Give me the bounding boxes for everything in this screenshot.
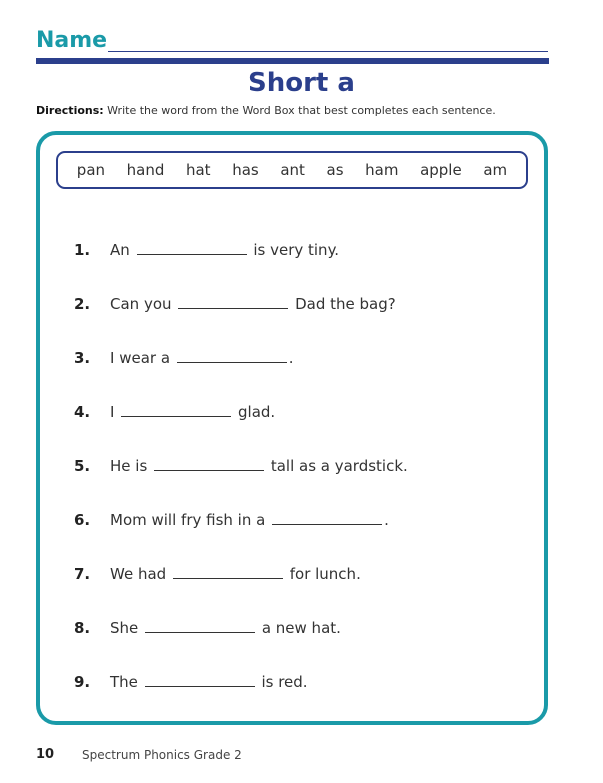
sentence-before: Mom will fry fish in a [110, 511, 266, 529]
sentence-after: a new hat. [261, 619, 341, 637]
sentence-before: Can you [110, 295, 172, 313]
sentence-item-2 [74, 295, 396, 313]
sentence-before: The [110, 673, 138, 691]
sentence-after: is red. [261, 673, 308, 691]
sentence-before: She [110, 619, 139, 637]
sentence-after: tall as a yardstick. [270, 457, 408, 475]
word-box-item: apple [420, 161, 462, 179]
word-box-item: am [483, 161, 508, 179]
sentence-before: He is [110, 457, 148, 475]
answer-blank[interactable] [145, 619, 255, 633]
item-number: 4. [74, 403, 91, 421]
answer-blank[interactable] [121, 403, 231, 417]
sentence-after: . [288, 349, 294, 367]
sentence-after: . [384, 511, 389, 529]
directions [36, 104, 496, 117]
sentence-item-6 [74, 511, 389, 529]
sentence-after: is very tiny. [253, 241, 340, 259]
page-title: Short a [248, 68, 355, 98]
word-box-item: as [326, 161, 344, 179]
answer-blank[interactable] [145, 673, 255, 687]
sentence-before: I wear a [110, 349, 171, 367]
item-number: 8. [74, 619, 91, 637]
page-number: 10 [36, 747, 55, 762]
sentence-item-5 [74, 457, 408, 475]
book-title: Spectrum Phonics Grade 2 [82, 748, 242, 762]
item-number: 6. [74, 511, 91, 529]
sentence-item-3 [74, 349, 294, 367]
sentence-after: Dad the bag? [295, 295, 396, 313]
answer-blank[interactable] [272, 511, 382, 525]
directions-label: Directions: [36, 104, 104, 117]
item-number: 1. [74, 241, 91, 259]
word-box-item: hand [126, 161, 165, 179]
sentence-item-1 [74, 241, 339, 259]
word-box-item: pan [76, 161, 106, 179]
sentence-after: for lunch. [289, 565, 361, 583]
header-rule [36, 58, 549, 64]
name-line[interactable] [108, 51, 548, 52]
sentence-before: I [110, 403, 115, 421]
answer-blank[interactable] [177, 349, 287, 363]
name-label: Name [36, 28, 108, 53]
word-box-item: ham [365, 161, 399, 179]
item-number: 2. [74, 295, 91, 313]
sentence-item-8 [74, 619, 341, 637]
item-number: 9. [74, 673, 91, 691]
word-box-item: hat [185, 161, 211, 179]
word-box [56, 151, 528, 189]
answer-blank[interactable] [137, 241, 247, 255]
answer-blank[interactable] [173, 565, 283, 579]
directions-text: Write the word from the Word Box that best completes each sentence. [107, 104, 496, 117]
sentence-before: An [110, 241, 130, 259]
sentence-item-7 [74, 565, 361, 583]
sentence-before: We had [110, 565, 167, 583]
item-number: 7. [74, 565, 91, 583]
word-box-item: ant [280, 161, 305, 179]
word-box-item: has [232, 161, 259, 179]
answer-blank[interactable] [154, 457, 264, 471]
answer-blank[interactable] [178, 295, 288, 309]
item-number: 3. [74, 349, 91, 367]
item-number: 5. [74, 457, 91, 475]
sentence-item-9 [74, 673, 308, 691]
sentence-item-4 [74, 403, 275, 421]
sentence-after: glad. [238, 403, 276, 421]
